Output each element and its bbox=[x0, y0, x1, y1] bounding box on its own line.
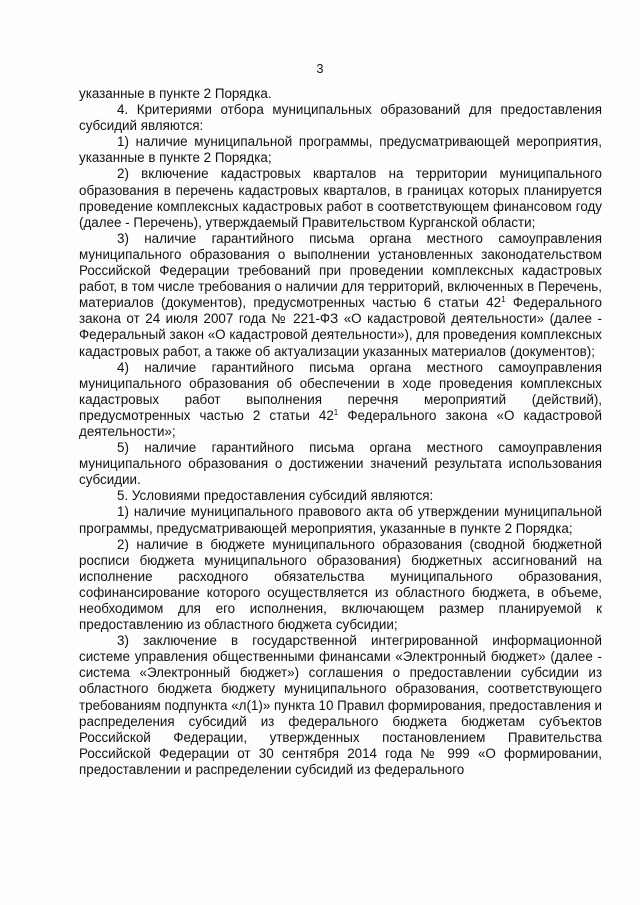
criterion-4-text-a: 4) наличие гарантийного письма органа местного самоуправления муниципального образования об обеспечении в ходе проведения комплексных кадастровых работ выполнения перечня мероприятий (действий), предусмотренных частью 2 статьи 42 bbox=[79, 359, 602, 423]
document-body bbox=[79, 86, 602, 778]
paragraph-criterion-3 bbox=[79, 231, 602, 360]
paragraph-criterion-5: 5) наличие гарантийного письма органа местного самоуправления муниципального образования о достижении значений результата использования субсидии. bbox=[79, 440, 602, 488]
paragraph-criterion-1: 1) наличие муниципальной программы, предусматривающей мероприятия, указанные в пункте 2 Порядка; bbox=[79, 134, 602, 166]
paragraph-condition-2: 2) наличие в бюджете муниципального образования (сводной бюджетной росписи бюджета муниципального образования) бюджетных ассигнований на исполнение расходного обязательства муниципального образования, софинансирование которого осуществляется из областного бюджета, в объеме, необходимом для его исполнения, включающем размер планируемой к предоставлению из областного бюджета субсидии; bbox=[79, 536, 602, 633]
superscript-1: 1 bbox=[333, 407, 339, 417]
paragraph-condition-1: 1) наличие муниципального правового акта об утверждении муниципальной программы, предусматривающей мероприятия, указанные в пункте 2 Порядка; bbox=[79, 504, 602, 536]
criterion-3-text-a: 3) наличие гарантийного письма органа местного самоуправления муниципального образования о выполнении установленных законодательством Российской Федерации требований при проведении комплексных кадастровых работ, в том числе требования о наличии для территорий, включенных в Перечень, материалов (документов), предусмотренных частью 6 статьи 42 bbox=[79, 230, 602, 311]
criterion-3-text-b: Федерального закона от 24 июля 2007 года № 221-ФЗ «О кадастровой деятельности» (далее - Федеральный закон «О кадастровой деятельности»), для проведения комплексных кадастровых работ, а также об актуализации указанных материалов (документов); bbox=[79, 295, 602, 359]
paragraph-criterion-2: 2) включение кадастровых кварталов на территории муниципального образования в перечень кадастровых кварталов, в границах которых планируется проведение комплексных кадастровых работ в соответствующем финансовом году (далее - Перечень), утверждаемый Правительством Курганской области; bbox=[79, 166, 602, 230]
superscript-1: 1 bbox=[501, 295, 506, 305]
paragraph-condition-3: 3) заключение в государственной интегрированной информационной системе управления общественными финансами «Электронный бюджет» (далее - система «Электронный бюджет») соглашения о предоставлении субсидии из областного бюджета бюджету муниципального образования, соответствующего требованиям подпункта «л(1)» пункта 10 Правил формирования, предоставления и распределения субсидий из федерального бюджета бюджетам субъектов Российской Федерации, утвержденных постановлением Правительства Российской Федерации от 30 сентября 2014 года № 999 «О формировании, предоставлении и распределении субсидий из федерального bbox=[79, 633, 602, 777]
criterion-4-text-b: Федерального закона «О кадастровой деятельности»; bbox=[79, 407, 602, 439]
paragraph-criteria-heading: 4. Критериями отбора муниципальных образований для предоставления субсидий являются: bbox=[79, 102, 602, 134]
paragraph-continuation: указанные в пункте 2 Порядка. bbox=[79, 86, 272, 101]
paragraph-conditions-heading: 5. Условиями предоставления субсидий являются: bbox=[117, 488, 434, 504]
paragraph-criterion-4 bbox=[79, 360, 602, 440]
page-number: 3 bbox=[316, 62, 324, 76]
